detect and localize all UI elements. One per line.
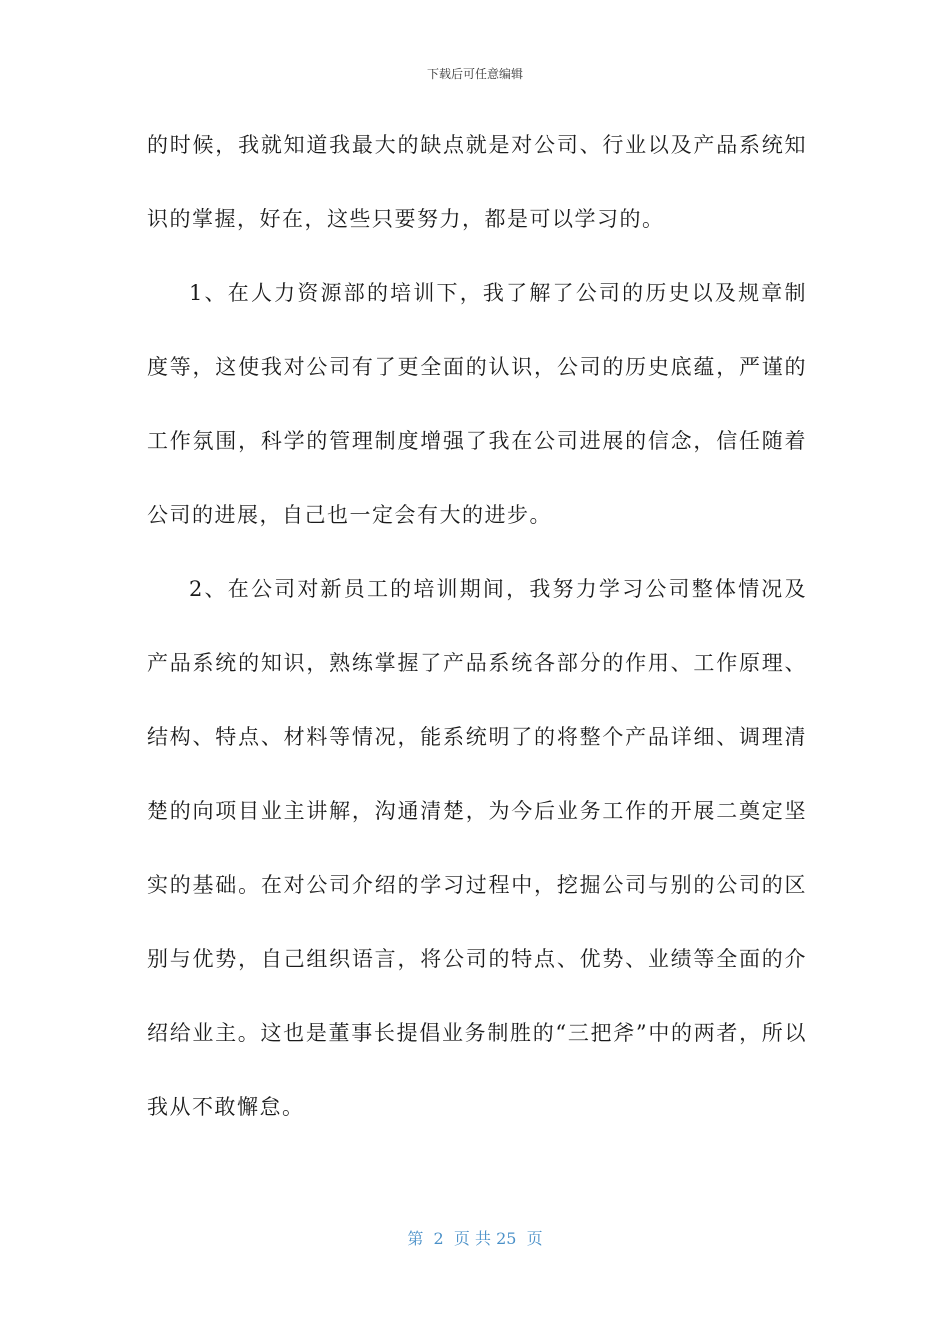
paragraph-item-1: 1、在人力资源部的培训下，我了解了公司的历史以及规章制度等，这使我对公司有了更全面的认识，公司的历史底蕴，严谨的工作氛围，科学的管理制度增强了我在公司进展的信念，信任随着公司的进展，自己也一定会有大的进步。: [147, 281, 807, 527]
document-body: [147, 108, 807, 1144]
paragraph-continuation: 的时候，我就知道我最大的缺点就是对公司、行业以及产品系统知识的掌握，好在，这些只要努力，都是可以学习的。: [147, 133, 807, 231]
page-number-footer: 第 2 页 共 25 页: [407, 1229, 543, 1248]
page-header: 下载后可任意编辑: [426, 67, 523, 81]
paragraph-item-2: 2、在公司对新员工的培训期间，我努力学习公司整体情况及产品系统的知识，熟练掌握了产品系统各部分的作用、工作原理、结构、特点、材料等情况，能系统明了的将整个产品详细、调理清楚的向项目业主讲解，沟通清楚，为今后业务工作的开展二奠定坚实的基础。在对公司介绍的学习过程中，挖掘公司与别的公司的区别与优势，自己组织语言，将公司的特点、优势、业绩等全面的介绍给业主。这也是董事长提倡业务制胜的“三把斧”中的两者，所以我从不敢懈怠。: [147, 577, 807, 1119]
